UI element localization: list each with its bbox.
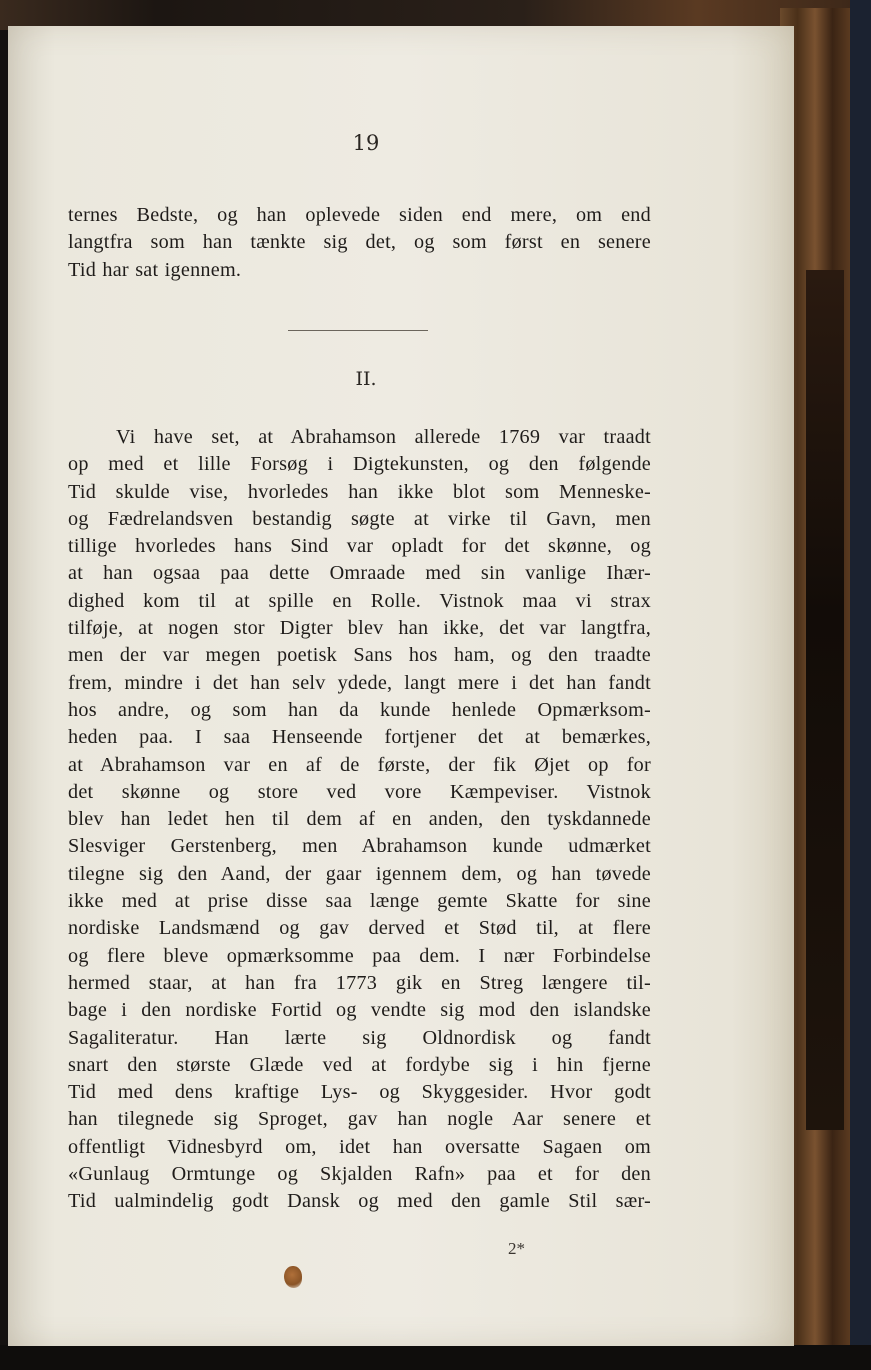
- text-line: offentligt Vidnesbyrd om, idet han oversatte Sagaen om: [68, 1135, 651, 1158]
- text-line: op med et lille Forsøg i Digtekunsten, og den følgende: [68, 453, 651, 476]
- section-heading: II.: [355, 368, 377, 390]
- text-line: og flere bleve opmærksomme paa dem. I nær Forbindelse: [68, 944, 651, 967]
- text-line: Tid skulde vise, hvorledes han ikke blot som Menneske-: [68, 480, 651, 503]
- text-line: og Fædrelandsven bestandig søgte at virke til Gavn, men: [68, 507, 651, 530]
- scan-bottom-border: [0, 1345, 871, 1370]
- text-line: frem, mindre i det han selv ydede, langt mere i det han fandt: [68, 671, 651, 694]
- text-line: hos andre, og som han da kunde henlede Opmærksom-: [68, 698, 651, 721]
- signature-mark: 2*: [508, 1239, 525, 1258]
- text-line: «Gunlaug Ormtunge og Skjalden Rafn» paa et for den: [68, 1163, 651, 1186]
- text-line: hermed staar, at han fra 1773 gik en Streg længere til-: [68, 971, 651, 994]
- text-line: ternes Bedste, og han oplevede siden end mere, om end: [68, 204, 651, 226]
- text-line: heden paa. I saa Henseende fortjener det at bemærkes,: [68, 726, 651, 749]
- section-divider: [288, 330, 428, 331]
- text-line: tilføje, at nogen stor Digter blev han ikke, det var langtfra,: [68, 617, 651, 640]
- text-line: men der var megen poetisk Sans hos ham, og den traadte: [68, 644, 651, 667]
- text-line: dighed kom til at spille en Rolle. Vistnok maa vi strax: [68, 589, 651, 612]
- text-line: det skønne og store ved vore Kæmpeviser. Vistnok: [68, 780, 651, 803]
- main-paragraph: [68, 424, 651, 1216]
- page-number: 19: [352, 131, 380, 155]
- text-line: langtfra som han tænkte sig det, og som først en senere: [68, 231, 651, 254]
- book-page: [8, 26, 794, 1346]
- text-line: bage i den nordiske Fortid og vendte sig mod den islandske: [68, 999, 651, 1022]
- text-line: tillige hvorledes hans Sind var opladt for det skønne, og: [68, 535, 651, 558]
- text-line: Sagaliteratur. Han lærte sig Oldnordisk og fandt: [68, 1026, 651, 1049]
- text-line: ikke med at prise disse saa længe gemte Skatte for sine: [68, 890, 651, 913]
- text-line: Tid med dens kraftige Lys- og Skyggesider. Hvor godt: [68, 1081, 651, 1104]
- text-line: han tilegnede sig Sproget, gav han nogle Aar senere et: [68, 1108, 651, 1131]
- paper-stain: [284, 1266, 302, 1288]
- continuation-paragraph: [68, 202, 651, 284]
- text-line: blev han ledet hen til dem af en anden, den tyskdannede: [68, 808, 651, 831]
- text-line: snart den største Glæde ved at fordybe sig i hin fjerne: [68, 1053, 651, 1076]
- text-line: tilegne sig den Aand, der gaar igennem dem, og han tøvede: [68, 862, 651, 885]
- book-binding-shadow: [806, 270, 844, 1130]
- text-line: at Abrahamson var en af de første, der fik Øjet op for: [68, 753, 651, 776]
- text-line: nordiske Landsmænd og gav derved et Stød til, at flere: [68, 917, 651, 940]
- text-line: Tid har sat igennem.: [68, 258, 242, 281]
- text-line: Slesviger Gerstenberg, men Abrahamson kunde udmærket: [68, 835, 651, 858]
- text-line: Vi have set, at Abrahamson allerede 1769 var traadt: [116, 426, 651, 448]
- text-line: at han ogsaa paa dette Omraade med sin vanlige Ihær-: [68, 562, 651, 585]
- text-line: Tid ualmindelig godt Dansk og med den gamle Stil sær-: [68, 1190, 651, 1213]
- scan-right-border: [850, 0, 871, 1370]
